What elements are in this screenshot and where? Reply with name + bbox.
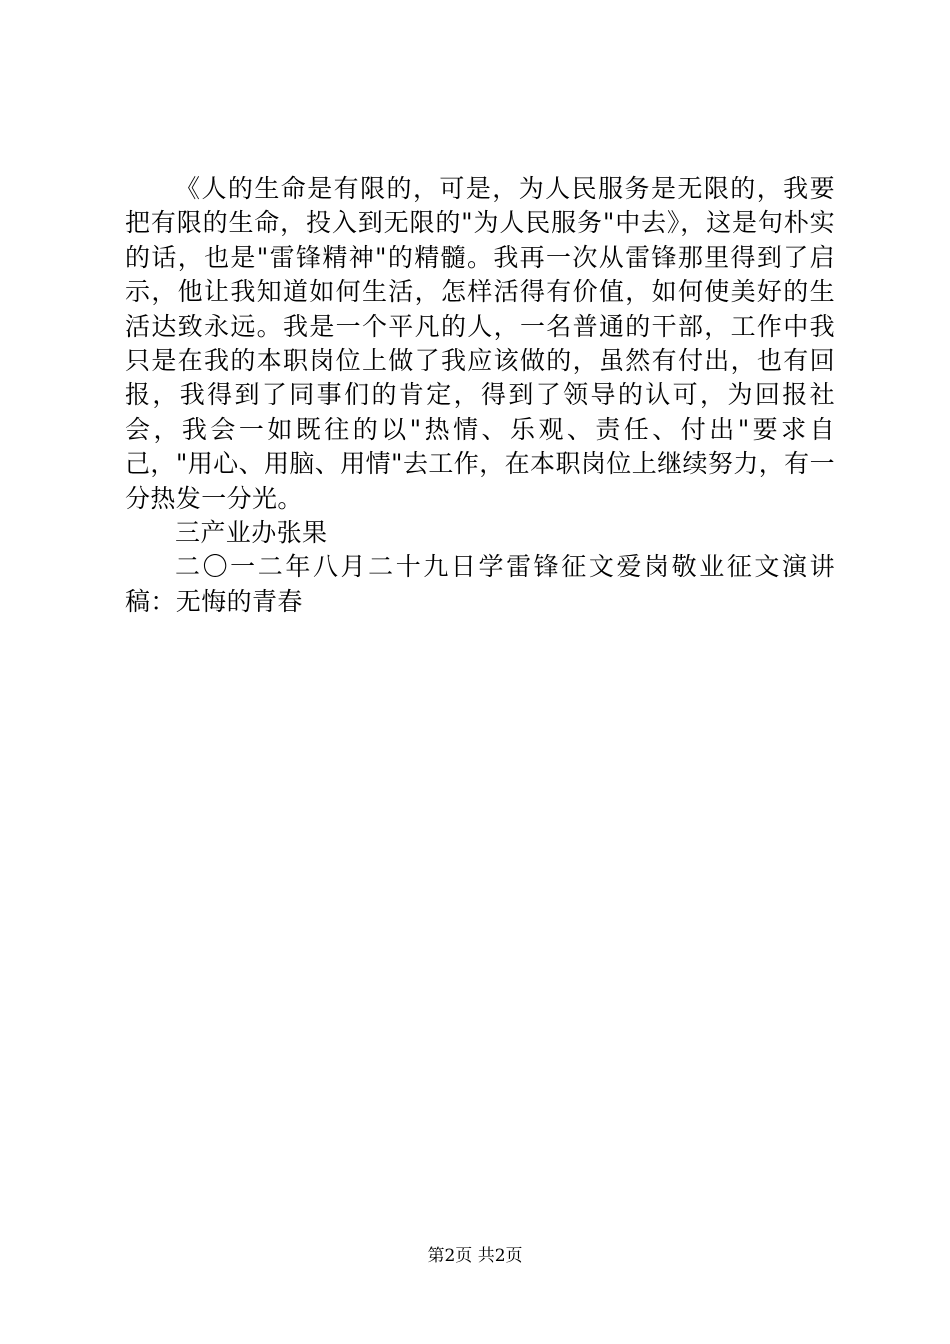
paragraph-signature: 三产业办张果 (175, 518, 328, 548)
document-body (125, 172, 835, 619)
paragraph-main: 《人的生命是有限的，可是，为人民服务是无限的，我要把有限的生命，投入到无限的"为人民服务"中去》，这是句朴实的话，也是"雷锋精神"的精髓。我再一次从雷锋那里得到了启示，他让我知道如何生活，怎样活得有价值，如何使美好的生活达致永远。我是一个平凡的人，一名普通的干部，工作中我只是在我的本职岗位上做了我应该做的，虽然有付出，也有回报，我得到了同事们的肯定，得到了领导的认可，为回报社会，我会一如既往的以"热情、乐观、责任、付出"要求自己，"用心、用脑、用情"去工作，在本职岗位上继续努力，有一分热发一分光。 (125, 174, 835, 513)
page-number-footer: 第2页 共2页 (427, 1246, 523, 1266)
paragraph-date-title: 二〇一二年八月二十九日学雷锋征文爱岗敬业征文演讲稿：无悔的青春 (125, 552, 835, 616)
